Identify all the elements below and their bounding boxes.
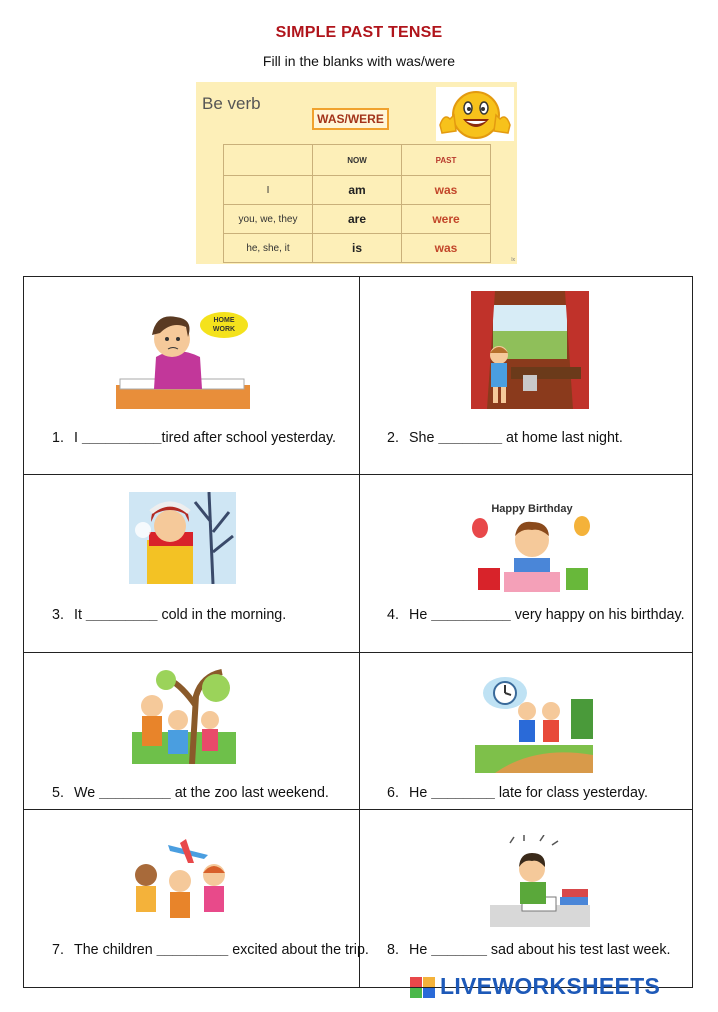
be-verb-heading: Be verb xyxy=(202,94,261,113)
be-verb-card xyxy=(196,82,517,264)
answer-blank[interactable]: ________ xyxy=(438,430,503,446)
question-text: He __________ very happy on his birthday. xyxy=(409,607,685,623)
worksheet-grid xyxy=(23,276,693,988)
answer-blank[interactable]: _________ xyxy=(156,942,229,958)
table-row xyxy=(224,176,491,205)
question-text: He _______ sad about his test last week. xyxy=(409,942,671,958)
answer-blank[interactable]: __________ xyxy=(81,430,162,446)
row-divider xyxy=(24,809,692,810)
homework-sign-bottom: WORK xyxy=(212,326,236,333)
liveworksheets-footer xyxy=(410,973,710,1003)
question-number: 2. xyxy=(387,430,399,446)
question-number: 5. xyxy=(52,785,64,801)
past-cell: was xyxy=(402,176,491,205)
liveworksheets-logo-icon xyxy=(410,977,436,999)
now-cell: is xyxy=(313,234,402,263)
question-text: The children _________ excited about the trip. xyxy=(74,942,369,958)
excited-children-image xyxy=(128,833,238,933)
instructions: Fill in the blanks with was/were xyxy=(262,53,456,69)
table-row xyxy=(224,205,491,234)
answer-blank[interactable]: _________ xyxy=(85,607,158,623)
subject-cell: I xyxy=(224,176,313,205)
question-number: 8. xyxy=(387,942,399,958)
row-divider xyxy=(24,474,692,475)
be-verb-table xyxy=(223,144,491,263)
was-were-tag: WAS/WERE xyxy=(312,108,389,130)
question-number: 3. xyxy=(52,607,64,623)
kids-late-clock-image xyxy=(475,675,593,773)
page-title: SIMPLE PAST TENSE xyxy=(275,24,443,41)
answer-blank[interactable]: _______ xyxy=(431,942,487,958)
table-row xyxy=(224,234,491,263)
question-text: It _________ cold in the morning. xyxy=(74,607,287,623)
past-cell: was xyxy=(402,234,491,263)
question-text: She ________ at home last night. xyxy=(409,430,623,446)
table-header xyxy=(224,145,313,176)
kids-at-zoo-image xyxy=(132,666,236,764)
answer-blank[interactable]: _________ xyxy=(99,785,171,801)
now-cell: am xyxy=(313,176,402,205)
table-header-past: PAST xyxy=(402,145,491,176)
answer-blank[interactable]: ________ xyxy=(431,785,495,801)
question-number: 7. xyxy=(52,942,64,958)
question-number: 4. xyxy=(387,607,399,623)
subject-cell: you, we, they xyxy=(224,205,313,234)
answer-blank[interactable]: __________ xyxy=(431,607,511,623)
column-divider xyxy=(359,277,360,987)
birthday-image xyxy=(470,498,594,596)
cold-winter-image xyxy=(129,492,236,584)
sad-boy-test-image xyxy=(490,835,590,927)
question-text: We _________ at the zoo last weekend. xyxy=(74,785,329,801)
liveworksheets-brand: LIVEWORKSHEETS xyxy=(440,973,661,999)
question-number: 6. xyxy=(387,785,399,801)
past-cell: were xyxy=(402,205,491,234)
now-cell: are xyxy=(313,205,402,234)
subject-cell: he, she, it xyxy=(224,234,313,263)
grinning-thumbs-up-emoji-icon xyxy=(436,87,514,141)
tiny-mark: lx xyxy=(511,257,515,263)
row-divider xyxy=(24,652,692,653)
question-text: He ________ late for class yesterday. xyxy=(409,785,648,801)
girl-at-home-image xyxy=(471,291,589,409)
happy-birthday-text: Happy Birthday xyxy=(491,503,573,515)
table-header-now: NOW xyxy=(313,145,402,176)
homework-sign-top: HOME xyxy=(213,317,235,324)
question-number: 1. xyxy=(52,430,64,446)
question-text: I __________tired after school yesterday. xyxy=(74,430,337,446)
boy-doing-homework-image xyxy=(116,297,250,411)
